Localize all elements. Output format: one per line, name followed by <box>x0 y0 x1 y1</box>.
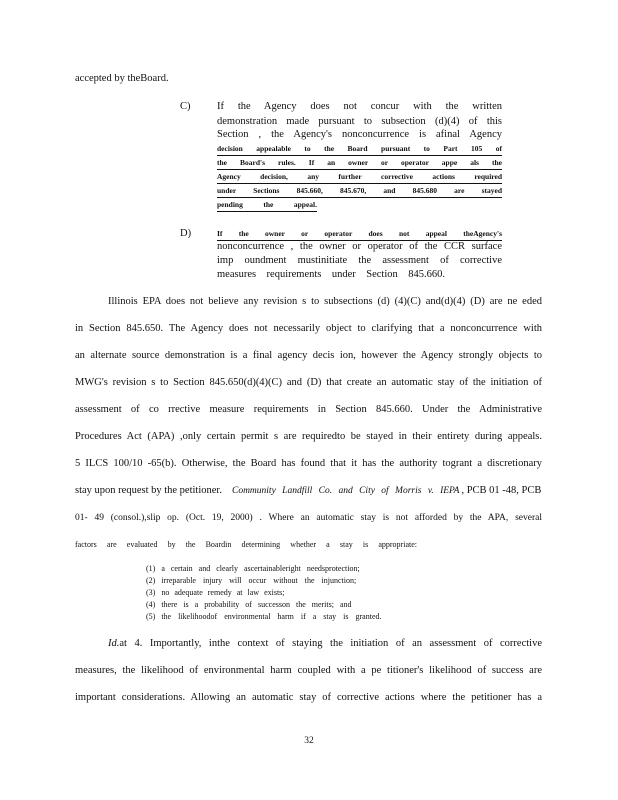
item-d-line: measures requirements under Section 845.660. <box>217 269 445 280</box>
item-d-line: If the owner or operator does not appeal theAgency's <box>217 228 502 241</box>
body-line: 01- 49 (consol.),slip op. (Oct. 19, 2000) . Where an automatic stay is not afforded by the APA, several <box>75 513 542 523</box>
factor-text: irreparable injury will occur without the injunction; <box>161 576 357 585</box>
item-c-line-inserted: the Board's rules. If an owner or operator appe als the <box>217 157 502 170</box>
case-citation-tail: , PCB 01 -48, PCB <box>461 485 542 496</box>
body-line: MWG's revision s to Section 845.650(d)(4)(C) and (D) that create an automatic stay of the initiation of <box>75 377 542 388</box>
closing-line: important considerations. Allowing an automatic stay of corrective actions where the petitioner has a <box>75 692 542 703</box>
case-citation: Community Landfill Co. and City of Morris v. IEPA <box>231 486 460 496</box>
factor-number: (5) <box>146 612 156 621</box>
factor-item <box>146 563 360 575</box>
factor-item <box>146 587 285 599</box>
body-line: Illinois EPA does not believe any revision s to subsections (d) (4)(C) and(d)(4) (D) are ne eded <box>108 296 542 307</box>
factor-item <box>146 611 382 623</box>
item-d-line: nonconcurrence , the owner or operator of the CCR surface <box>217 241 502 252</box>
item-d-line: imp oundment mustinitiate the assessment of corrective <box>217 255 502 266</box>
closing-line-first <box>108 638 542 650</box>
body-line: Procedures Act (APA) ,only certain permit s are requiredto be stayed in their entirety during appeals. <box>75 431 542 442</box>
factor-number: (3) <box>146 588 156 597</box>
page-number: 32 <box>304 736 314 746</box>
body-line: 5 ILCS 100/10 -65(b). Otherwise, the Board has found that it has the authority togrant a discretionary <box>75 458 542 469</box>
item-c-line-inserted: Agency decision, any further corrective actions required <box>217 171 502 184</box>
factor-number: (2) <box>146 576 156 585</box>
factor-item <box>146 575 356 587</box>
body-line: assessment of co rrective measure requirements in Section 845.660. Under the Administrative <box>75 404 542 415</box>
closing-line-text: at 4. Importantly, inthe context of staying the initiation of an assessment of corrective <box>119 638 542 649</box>
body-line: in Section 845.650. The Agency does not necessarily object to clarifying that a nonconcurrence with <box>75 323 542 334</box>
factor-text: no adequate remedy at law exists; <box>161 588 285 597</box>
factor-text: a certain and clearly ascertainableright needsprotection; <box>161 564 360 573</box>
item-d-label: D) <box>180 228 192 239</box>
item-c-line-inserted: under Sections 845.660, 845.670, and 845.680 are stayed <box>217 185 502 198</box>
factor-number: (4) <box>146 600 156 609</box>
body-line: factors are evaluated by the Boardin determining whether a stay is appropriate: <box>75 540 417 549</box>
continuation-line: accepted by theBoard. <box>75 73 169 84</box>
body-line-citation <box>75 485 542 497</box>
factor-number: (1) <box>146 564 156 573</box>
factor-text: there is a probability of successon the merits; and <box>161 600 352 609</box>
body-line-text: stay upon request by the petitioner. <box>75 485 222 496</box>
factor-text: the likelihoodof environmental harm if a stay is granted. <box>161 612 382 621</box>
factor-item <box>146 599 352 611</box>
id-citation: Id. <box>108 638 120 649</box>
closing-line: measures, the likelihood of environmental harm coupled with a pe titioner's likelihood of success are <box>75 665 542 676</box>
item-c-line-inserted: decision appealable to the Board pursuant to Part 105 of <box>217 143 502 156</box>
item-c-line: Section , the Agency's nonconcurrence is afinal Agency <box>217 129 502 140</box>
item-c-line: demonstration made pursuant to subsection (d)(4) of this <box>217 116 502 127</box>
item-c-line: If the Agency does not concur with the written <box>217 101 502 112</box>
item-c-label: C) <box>180 101 191 112</box>
item-c-line-inserted: pending the appeal. <box>217 199 317 212</box>
body-line: an alternate source demonstration is a final agency decis ion, however the Agency strongly objects to <box>75 350 542 361</box>
